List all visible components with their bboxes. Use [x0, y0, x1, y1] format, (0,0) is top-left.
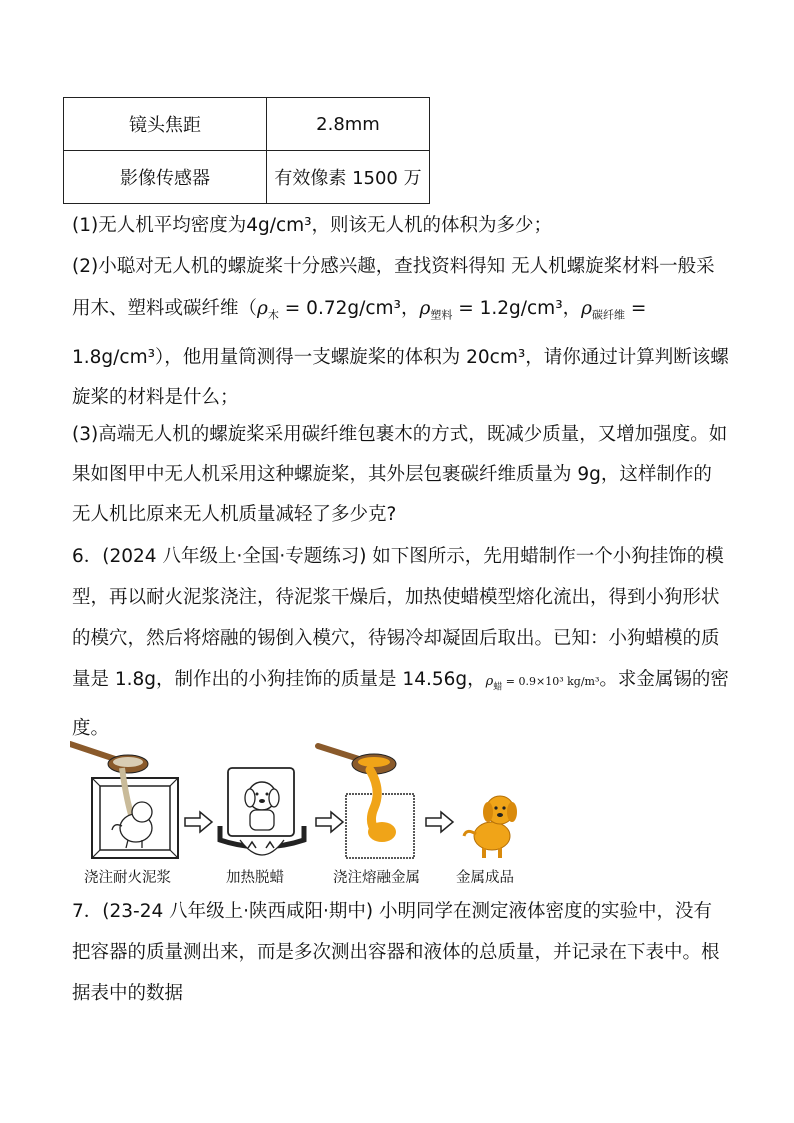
question-2-line — [72, 293, 732, 332]
question-1: (1)无人机平均密度为4g/cm³，则该无人机的体积为多少； — [72, 215, 553, 236]
question-2-line: 1.8g/cm³），他用量筒测得一支螺旋桨的体积为 20cm³，请你通过计算判断该螺 — [72, 346, 729, 368]
table-row — [64, 98, 430, 151]
figure-caption: 浇注熔融金属 — [333, 870, 420, 886]
problem-6-line: 6．(2024 八年级上·全国·专题练习) 如下图所示，先用蜡制作一个小狗挂饰的模 — [72, 546, 724, 567]
subscript: 碳纤维 — [592, 308, 626, 322]
subscript: 塑料 — [430, 308, 453, 322]
table-cell-label: 镜头焦距 — [64, 98, 267, 151]
subscript: 蜡 — [493, 682, 503, 693]
figure-caption: 金属成品 — [456, 870, 514, 886]
rho-symbol: ρ — [485, 674, 494, 689]
text-span: 。求金属锡的密 — [599, 669, 729, 690]
text-span: 量是 1.8g，制作出的小狗挂饰的质量是 14.56g， — [72, 669, 486, 690]
table-cell-label: 影像传感器 — [64, 151, 267, 204]
wax-density-formula: = 0.9×10³ kg/m³ — [502, 675, 600, 688]
question-3-line: 果如图甲中无人机采用这种螺旋桨，其外层包裹碳纤维质量为 9g，这样制作的 — [72, 464, 712, 485]
problem-7-line: 把容器的质量测出来，而是多次测出容器和液体的总质量，并记录在下表中。根 — [72, 942, 720, 963]
question-2-line: (2)小聪对无人机的螺旋桨十分感兴趣，查找资料得知 无人机螺旋桨材料一般采 — [72, 256, 715, 277]
problem-6 — [72, 541, 732, 745]
metal-dog-product-illustration — [464, 796, 517, 858]
arrow-right-icon — [185, 812, 212, 832]
dewaxing-illustration — [220, 768, 304, 855]
figure-caption: 加热脱蜡 — [226, 870, 284, 886]
subscript: 木 — [267, 308, 279, 322]
mud-pouring-illustration — [70, 744, 178, 858]
arrow-right-icon — [316, 812, 343, 832]
arrow-right-icon — [426, 812, 453, 832]
text-span: = 0.72g/cm³， — [278, 298, 420, 319]
table-row — [64, 151, 430, 204]
question-3-line: 无人机比原来无人机质量减轻了多少克? — [72, 504, 397, 525]
spec-table — [63, 97, 430, 204]
table-cell-value: 有效像素 1500 万 — [267, 151, 430, 204]
rho-symbol: ρ — [419, 298, 431, 319]
problem-6-line: 的模穴，然后将熔融的锡倒入模穴，待锡冷却凝固后取出。已知：小狗蜡模的质 — [72, 628, 720, 649]
rho-symbol: ρ — [581, 298, 593, 319]
text-span: = — [625, 298, 647, 319]
question-2 — [72, 251, 732, 414]
metal-pouring-illustration — [318, 746, 414, 858]
question-3 — [72, 419, 732, 531]
problem-7-line: 7．(23-24 八年级上·陕西咸阳·期中) 小明同学在测定液体密度的实验中，没有 — [72, 901, 712, 922]
text-span: 用木、塑料或碳纤维（ — [72, 298, 258, 319]
table-cell-value: 2.8mm — [267, 98, 430, 151]
question-2-line: 旋桨的材料是什么； — [72, 386, 239, 408]
question-3-line: (3)高端无人机的螺旋桨采用碳纤维包裹木的方式，既减少质量，又增加强度。如 — [72, 424, 728, 445]
problem-6-line: 度。 — [72, 717, 110, 739]
problem-6-line: 型，再以耐火泥浆浇注，待泥浆干燥后，加热使蜡模型熔化流出，得到小狗形状 — [72, 587, 720, 608]
problem-6-line — [72, 664, 732, 704]
rho-symbol: ρ — [257, 298, 268, 319]
figure-caption: 浇注耐火泥浆 — [84, 870, 171, 886]
text-span: = 1.2g/cm³， — [452, 298, 582, 319]
problem-7 — [72, 896, 732, 1010]
problem-7-line: 据表中的数据 — [72, 983, 184, 1004]
